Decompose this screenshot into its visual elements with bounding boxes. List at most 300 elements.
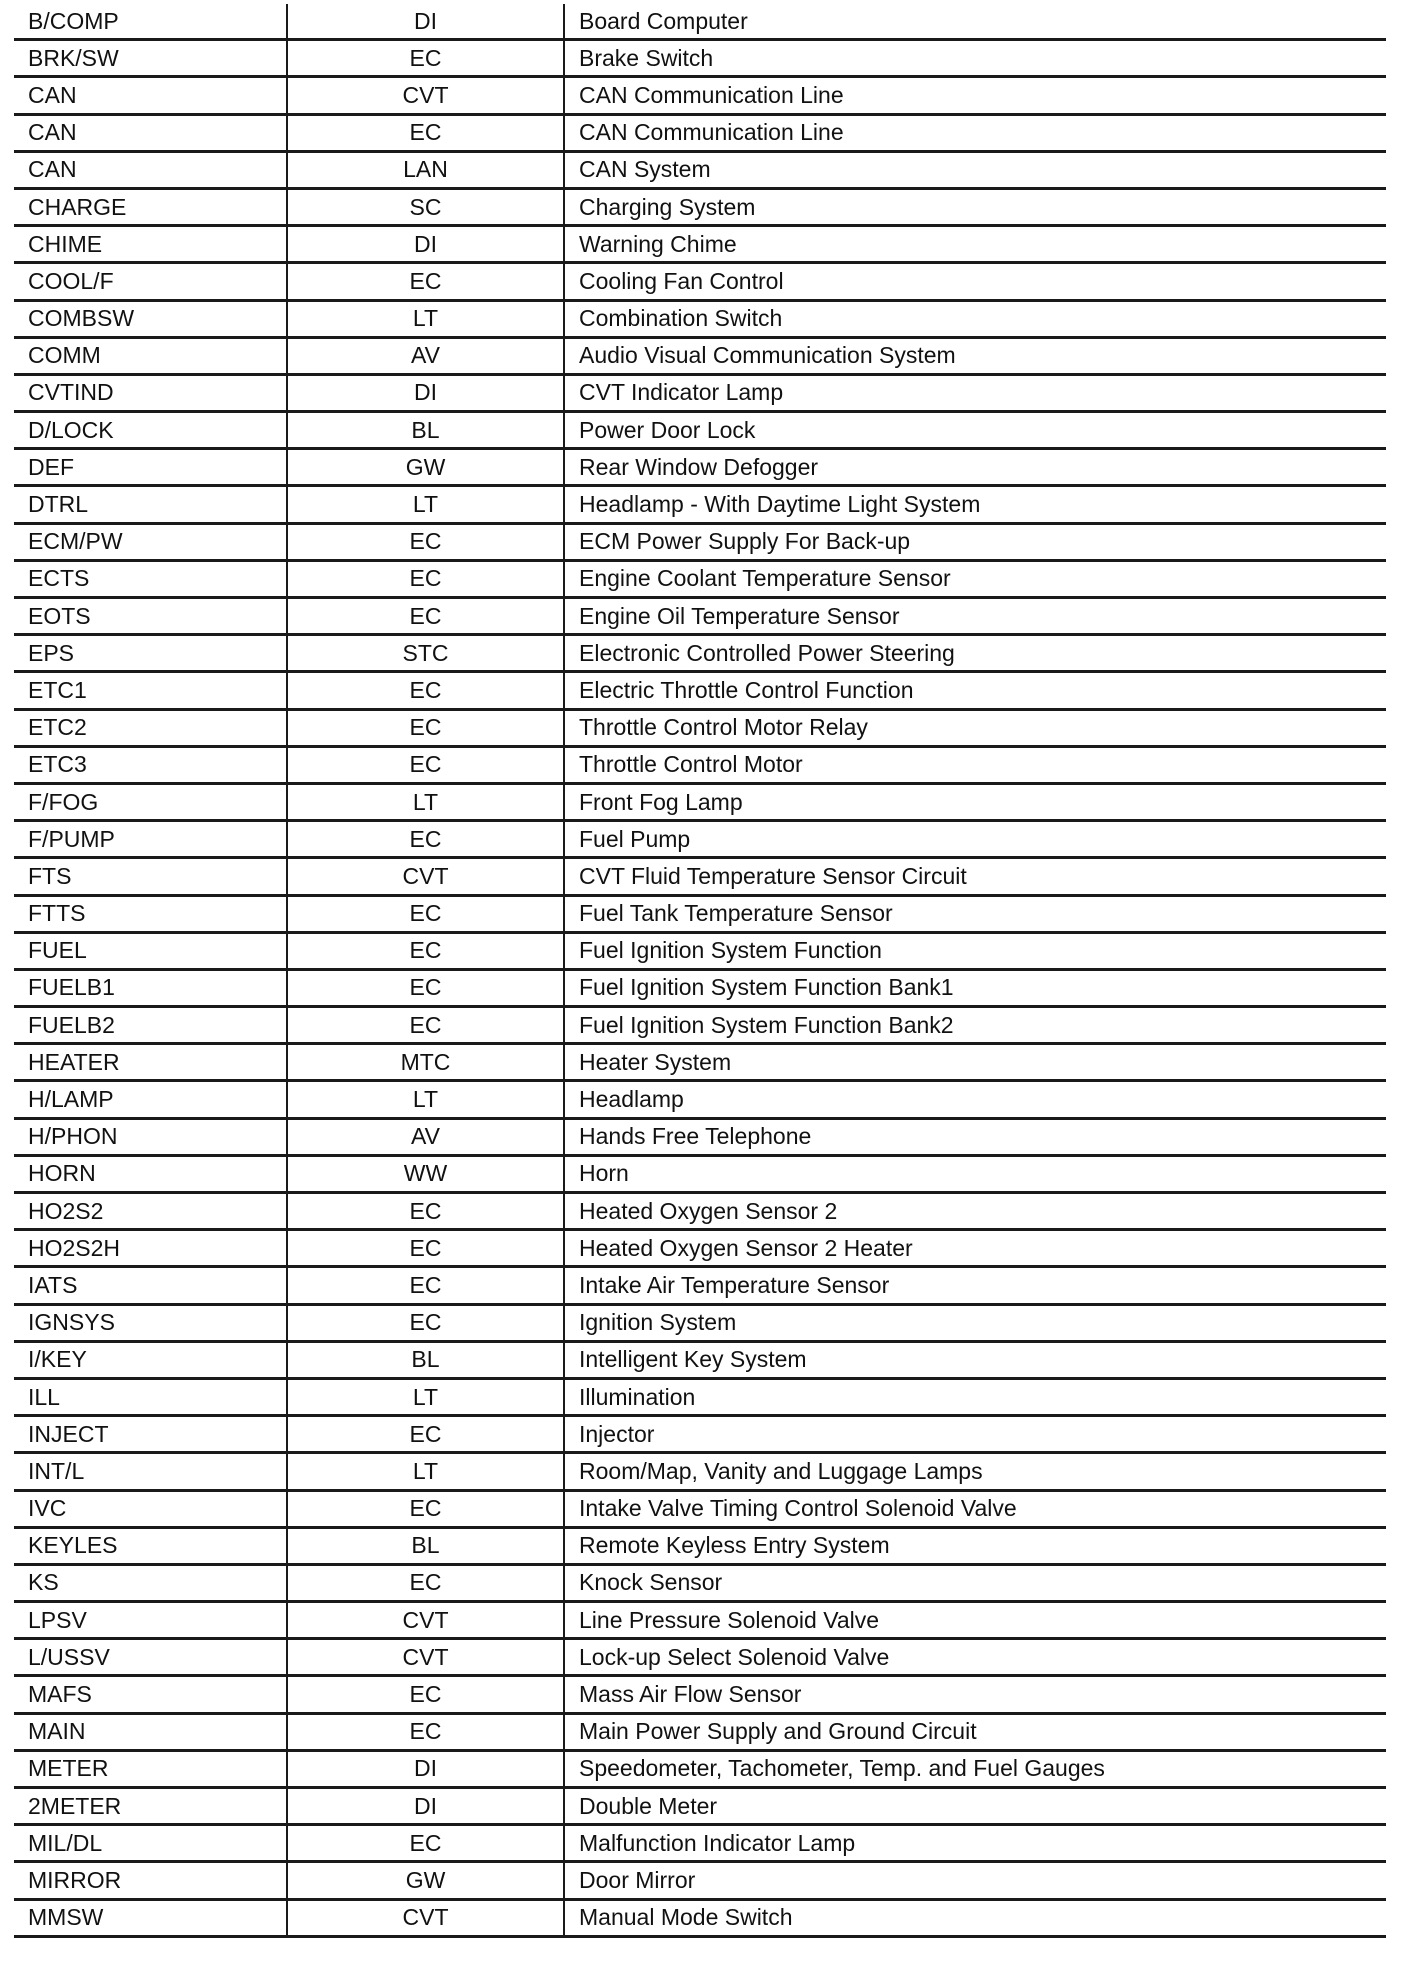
section-cell-text: LT xyxy=(412,491,439,518)
section-cell-text: EC xyxy=(409,1569,442,1596)
description-cell-text: Remote Keyless Entry System xyxy=(579,1532,890,1559)
description-cell-text: Illumination xyxy=(579,1383,696,1410)
description-cell-text: Rear Window Defogger xyxy=(579,453,819,480)
code-cell xyxy=(14,1343,288,1377)
code-cell xyxy=(14,748,288,782)
description-cell-text: Power Door Lock xyxy=(579,416,756,443)
description-cell-text: Knock Sensor xyxy=(579,1569,723,1596)
description-cell-text: Electronic Controlled Power Steering xyxy=(579,639,955,666)
description-cell xyxy=(565,339,1386,373)
description-cell xyxy=(565,525,1386,559)
code-cell-text: L/USSV xyxy=(28,1643,110,1670)
code-cell-text: INT/L xyxy=(28,1457,85,1484)
code-cell xyxy=(14,1045,288,1079)
section-cell xyxy=(288,711,565,745)
table-row xyxy=(14,1268,1386,1305)
code-cell xyxy=(14,636,288,670)
section-cell xyxy=(288,636,565,670)
description-cell xyxy=(565,1789,1386,1823)
section-cell xyxy=(288,1715,565,1749)
section-cell-text: LT xyxy=(412,1457,439,1484)
table-row xyxy=(14,1789,1386,1826)
code-cell-text: F/PUMP xyxy=(28,825,115,852)
section-cell-text: EC xyxy=(409,1234,442,1261)
code-cell xyxy=(14,673,288,707)
code-cell xyxy=(14,227,288,261)
description-cell-text: CVT Fluid Temperature Sensor Circuit xyxy=(579,862,967,889)
description-cell xyxy=(565,1454,1386,1488)
code-cell xyxy=(14,562,288,596)
code-cell xyxy=(14,599,288,633)
table-row xyxy=(14,1566,1386,1603)
table-row xyxy=(14,1640,1386,1677)
description-cell-text: Headlamp - With Daytime Light System xyxy=(579,491,981,518)
code-cell-text: FTTS xyxy=(28,900,86,927)
section-cell xyxy=(288,1454,565,1488)
section-cell-text: EC xyxy=(409,1420,442,1447)
code-cell-text: METER xyxy=(28,1755,109,1782)
section-cell-text: GW xyxy=(405,453,446,480)
code-cell xyxy=(14,525,288,559)
code-cell xyxy=(14,1789,288,1823)
section-cell xyxy=(288,859,565,893)
code-cell-text: CAN xyxy=(28,119,77,146)
table-row xyxy=(14,562,1386,599)
code-cell xyxy=(14,1268,288,1302)
table-row xyxy=(14,487,1386,524)
description-cell xyxy=(565,822,1386,856)
description-cell-text: Audio Visual Communication System xyxy=(579,342,956,369)
description-cell-text: Front Fog Lamp xyxy=(579,788,743,815)
description-cell-text: Warning Chime xyxy=(579,230,737,257)
description-cell-text: Engine Oil Temperature Sensor xyxy=(579,602,900,629)
code-cell xyxy=(14,1008,288,1042)
section-cell xyxy=(288,116,565,150)
code-cell xyxy=(14,302,288,336)
description-cell-text: Fuel Ignition System Function xyxy=(579,937,882,964)
code-cell-text: BRK/SW xyxy=(28,44,119,71)
table-row xyxy=(14,1380,1386,1417)
section-cell-text: LAN xyxy=(403,156,448,183)
description-cell-text: Mass Air Flow Sensor xyxy=(579,1681,802,1708)
description-cell-text: Malfunction Indicator Lamp xyxy=(579,1829,856,1856)
section-cell-text: BL xyxy=(411,1532,440,1559)
code-cell xyxy=(14,116,288,150)
table-row xyxy=(14,190,1386,227)
code-cell-text: MAIN xyxy=(28,1718,86,1745)
code-cell xyxy=(14,1454,288,1488)
table-row xyxy=(14,1120,1386,1157)
section-cell-text: EC xyxy=(409,900,442,927)
code-cell-text: HO2S2H xyxy=(28,1234,121,1261)
code-cell xyxy=(14,1715,288,1749)
code-cell-text: HEATER xyxy=(28,1048,120,1075)
table-row xyxy=(14,41,1386,78)
section-cell xyxy=(288,190,565,224)
section-cell-text: DI xyxy=(414,379,437,406)
code-cell-text: CVTIND xyxy=(28,379,114,406)
section-cell xyxy=(288,1677,565,1711)
section-cell xyxy=(288,673,565,707)
code-cell-text: HO2S2 xyxy=(28,1197,104,1224)
code-cell-text: 2METER xyxy=(28,1792,122,1819)
description-cell-text: Fuel Ignition System Function Bank1 xyxy=(579,974,954,1001)
code-cell-text: IGNSYS xyxy=(28,1309,115,1336)
table-row xyxy=(14,339,1386,376)
section-cell xyxy=(288,1640,565,1674)
section-cell xyxy=(288,339,565,373)
table-row xyxy=(14,1603,1386,1640)
section-cell-text: DI xyxy=(414,230,437,257)
table-row xyxy=(14,264,1386,301)
code-cell-text: H/LAMP xyxy=(28,1086,114,1113)
code-cell-text: FTS xyxy=(28,862,72,889)
description-cell xyxy=(565,897,1386,931)
code-cell-text: INJECT xyxy=(28,1420,109,1447)
section-cell-text: WW xyxy=(403,1160,448,1187)
code-cell xyxy=(14,971,288,1005)
code-cell xyxy=(14,78,288,112)
code-cell xyxy=(14,1529,288,1563)
code-cell xyxy=(14,1157,288,1191)
section-cell-text: GW xyxy=(405,1866,446,1893)
section-cell-text: CVT xyxy=(402,1904,449,1931)
section-cell xyxy=(288,1566,565,1600)
section-cell-text: EC xyxy=(409,1681,442,1708)
section-cell xyxy=(288,413,565,447)
section-cell xyxy=(288,1343,565,1377)
description-cell xyxy=(565,376,1386,410)
table-row xyxy=(14,1194,1386,1231)
section-cell-text: EC xyxy=(409,1309,442,1336)
code-cell-text: D/LOCK xyxy=(28,416,114,443)
description-cell-text: Heater System xyxy=(579,1048,732,1075)
code-cell xyxy=(14,41,288,75)
section-cell xyxy=(288,1045,565,1079)
description-cell-text: Fuel Pump xyxy=(579,825,691,852)
code-cell xyxy=(14,934,288,968)
code-cell xyxy=(14,1492,288,1526)
section-cell xyxy=(288,227,565,261)
section-cell-text: BL xyxy=(411,1346,440,1373)
section-cell xyxy=(288,1082,565,1116)
section-cell xyxy=(288,41,565,75)
table-row xyxy=(14,1417,1386,1454)
code-cell xyxy=(14,376,288,410)
description-cell-text: Intake Valve Timing Control Solenoid Valve xyxy=(579,1495,1017,1522)
code-cell xyxy=(14,1863,288,1897)
description-cell xyxy=(565,1008,1386,1042)
section-cell-text: EC xyxy=(409,1197,442,1224)
description-cell xyxy=(565,1529,1386,1563)
section-cell-text: AV xyxy=(411,342,440,369)
code-cell xyxy=(14,487,288,521)
code-cell xyxy=(14,190,288,224)
section-cell-text: CVT xyxy=(402,862,449,889)
section-cell-text: EC xyxy=(409,714,442,741)
section-cell xyxy=(288,487,565,521)
description-cell xyxy=(565,78,1386,112)
section-cell xyxy=(288,302,565,336)
table-row xyxy=(14,971,1386,1008)
code-cell-text: IVC xyxy=(28,1495,67,1522)
code-cell-text: COMBSW xyxy=(28,305,135,332)
section-cell xyxy=(288,78,565,112)
description-cell-text: Line Pressure Solenoid Valve xyxy=(579,1606,880,1633)
code-cell xyxy=(14,1901,288,1935)
description-cell xyxy=(565,487,1386,521)
description-cell-text: Lock-up Select Solenoid Valve xyxy=(579,1643,890,1670)
code-cell xyxy=(14,1826,288,1860)
section-cell xyxy=(288,1120,565,1154)
table-row xyxy=(14,599,1386,636)
description-cell xyxy=(565,1603,1386,1637)
description-cell xyxy=(565,227,1386,261)
description-cell xyxy=(565,190,1386,224)
code-cell-text: ETC2 xyxy=(28,714,87,741)
section-cell xyxy=(288,1901,565,1935)
description-cell-text: Heated Oxygen Sensor 2 xyxy=(579,1197,838,1224)
description-cell-text: CVT Indicator Lamp xyxy=(579,379,784,406)
section-cell-text: DI xyxy=(414,1792,437,1819)
code-cell xyxy=(14,711,288,745)
table-row xyxy=(14,673,1386,710)
description-cell xyxy=(565,859,1386,893)
description-cell-text: Throttle Control Motor Relay xyxy=(579,714,868,741)
section-cell-text: EC xyxy=(409,937,442,964)
description-cell-text: Heated Oxygen Sensor 2 Heater xyxy=(579,1234,913,1261)
code-cell xyxy=(14,1677,288,1711)
section-cell-text: CVT xyxy=(402,1606,449,1633)
section-cell xyxy=(288,1157,565,1191)
table-row xyxy=(14,1492,1386,1529)
section-cell-text: CVT xyxy=(402,1643,449,1670)
code-cell-text: I/KEY xyxy=(28,1346,87,1373)
code-cell xyxy=(14,264,288,298)
code-cell-text: LPSV xyxy=(28,1606,87,1633)
section-cell-text: EC xyxy=(409,565,442,592)
description-cell xyxy=(565,1045,1386,1079)
section-cell-text: EC xyxy=(409,1829,442,1856)
description-cell xyxy=(565,562,1386,596)
description-cell xyxy=(565,1752,1386,1786)
section-cell xyxy=(288,897,565,931)
description-cell xyxy=(565,413,1386,447)
code-cell xyxy=(14,339,288,373)
code-cell-text: COMM xyxy=(28,342,101,369)
description-cell-text: Double Meter xyxy=(579,1792,718,1819)
description-cell xyxy=(565,1677,1386,1711)
section-cell xyxy=(288,450,565,484)
code-cell-text: KEYLES xyxy=(28,1532,118,1559)
description-cell xyxy=(565,1231,1386,1265)
description-cell-text: CAN Communication Line xyxy=(579,81,844,108)
table-row xyxy=(14,116,1386,153)
code-cell xyxy=(14,1417,288,1451)
description-cell-text: CAN Communication Line xyxy=(579,119,844,146)
description-cell-text: Intelligent Key System xyxy=(579,1346,807,1373)
description-cell xyxy=(565,1863,1386,1897)
code-cell xyxy=(14,785,288,819)
table-row xyxy=(14,413,1386,450)
code-cell xyxy=(14,1120,288,1154)
section-cell xyxy=(288,1417,565,1451)
code-cell-text: COOL/F xyxy=(28,267,114,294)
code-cell xyxy=(14,859,288,893)
description-cell xyxy=(565,1417,1386,1451)
description-cell-text: Ignition System xyxy=(579,1309,737,1336)
section-cell xyxy=(288,1603,565,1637)
table-row xyxy=(14,1863,1386,1900)
description-cell-text: Charging System xyxy=(579,193,756,220)
description-cell xyxy=(565,41,1386,75)
description-cell-text: Cooling Fan Control xyxy=(579,267,784,294)
description-cell-text: Intake Air Temperature Sensor xyxy=(579,1271,890,1298)
description-cell xyxy=(565,1194,1386,1228)
section-cell xyxy=(288,1789,565,1823)
description-cell-text: Hands Free Telephone xyxy=(579,1123,812,1150)
section-cell xyxy=(288,4,565,38)
code-cell-text: EOTS xyxy=(28,602,91,629)
code-cell-text: CHARGE xyxy=(28,193,127,220)
section-cell xyxy=(288,599,565,633)
code-cell xyxy=(14,1082,288,1116)
description-cell xyxy=(565,302,1386,336)
description-cell-text: Injector xyxy=(579,1420,655,1447)
description-cell-text: Headlamp xyxy=(579,1086,684,1113)
section-cell xyxy=(288,1380,565,1414)
description-cell-text: Main Power Supply and Ground Circuit xyxy=(579,1718,977,1745)
code-cell xyxy=(14,822,288,856)
code-cell xyxy=(14,1306,288,1340)
section-cell xyxy=(288,376,565,410)
section-cell xyxy=(288,785,565,819)
code-cell-text: ILL xyxy=(28,1383,60,1410)
table-row xyxy=(14,785,1386,822)
section-cell-text: EC xyxy=(409,1718,442,1745)
section-cell-text: EC xyxy=(409,676,442,703)
code-cell-text: H/PHON xyxy=(28,1123,118,1150)
code-cell xyxy=(14,1640,288,1674)
table-row xyxy=(14,525,1386,562)
section-cell-text: EC xyxy=(409,602,442,629)
code-cell-text: EPS xyxy=(28,639,75,666)
table-row xyxy=(14,1529,1386,1566)
section-cell-text: LT xyxy=(412,1383,439,1410)
table-row xyxy=(14,1715,1386,1752)
section-cell-text: LT xyxy=(412,788,439,815)
section-cell xyxy=(288,1863,565,1897)
table-row xyxy=(14,302,1386,339)
section-cell-text: EC xyxy=(409,267,442,294)
section-cell-text: EC xyxy=(409,825,442,852)
section-cell xyxy=(288,1492,565,1526)
code-cell-text: MIRROR xyxy=(28,1866,122,1893)
section-cell xyxy=(288,1008,565,1042)
section-cell-text: STC xyxy=(402,639,449,666)
section-cell xyxy=(288,1826,565,1860)
section-cell-text: EC xyxy=(409,751,442,778)
section-cell-text: EC xyxy=(409,44,442,71)
code-cell-text: FUELB2 xyxy=(28,1011,115,1038)
description-cell-text: Electric Throttle Control Function xyxy=(579,676,914,703)
code-cell xyxy=(14,413,288,447)
table-row xyxy=(14,1157,1386,1194)
table-row xyxy=(14,1752,1386,1789)
section-cell-text: CVT xyxy=(402,81,449,108)
code-cell xyxy=(14,4,288,38)
table-row xyxy=(14,636,1386,673)
section-cell xyxy=(288,153,565,187)
section-cell-text: BL xyxy=(411,416,440,443)
description-cell xyxy=(565,711,1386,745)
description-cell-text: ECM Power Supply For Back-up xyxy=(579,528,911,555)
section-cell xyxy=(288,934,565,968)
abbreviation-table xyxy=(14,4,1386,1938)
section-cell xyxy=(288,1306,565,1340)
code-cell-text: ECTS xyxy=(28,565,90,592)
description-cell-text: Board Computer xyxy=(579,7,748,34)
description-cell xyxy=(565,1268,1386,1302)
code-cell-text: CHIME xyxy=(28,230,103,257)
description-cell xyxy=(565,1492,1386,1526)
section-cell xyxy=(288,1529,565,1563)
section-cell xyxy=(288,748,565,782)
table-row xyxy=(14,1008,1386,1045)
code-cell-text: HORN xyxy=(28,1160,96,1187)
section-cell xyxy=(288,1752,565,1786)
table-row xyxy=(14,1677,1386,1714)
section-cell-text: AV xyxy=(411,1123,440,1150)
section-cell xyxy=(288,264,565,298)
table-row xyxy=(14,1901,1386,1938)
table-row xyxy=(14,450,1386,487)
code-cell-text: ETC3 xyxy=(28,751,87,778)
description-cell xyxy=(565,1343,1386,1377)
section-cell-text: MTC xyxy=(400,1048,451,1075)
table-row xyxy=(14,227,1386,264)
description-cell-text: Fuel Tank Temperature Sensor xyxy=(579,900,893,927)
code-cell-text: CAN xyxy=(28,156,77,183)
code-cell xyxy=(14,897,288,931)
code-cell xyxy=(14,450,288,484)
description-cell-text: Door Mirror xyxy=(579,1866,696,1893)
description-cell xyxy=(565,153,1386,187)
description-cell-text: Room/Map, Vanity and Luggage Lamps xyxy=(579,1457,983,1484)
table-row xyxy=(14,376,1386,413)
table-row xyxy=(14,1306,1386,1343)
section-cell-text: LT xyxy=(412,305,439,332)
description-cell xyxy=(565,636,1386,670)
table-row xyxy=(14,1231,1386,1268)
table-row xyxy=(14,1045,1386,1082)
section-cell xyxy=(288,971,565,1005)
code-cell-text: KS xyxy=(28,1569,59,1596)
description-cell xyxy=(565,748,1386,782)
section-cell xyxy=(288,822,565,856)
code-cell-text: DTRL xyxy=(28,491,89,518)
description-cell xyxy=(565,785,1386,819)
table-row xyxy=(14,748,1386,785)
description-cell xyxy=(565,1082,1386,1116)
code-cell-text: B/COMP xyxy=(28,7,119,34)
code-cell xyxy=(14,1380,288,1414)
code-cell xyxy=(14,153,288,187)
code-cell-text: ECM/PW xyxy=(28,528,123,555)
description-cell xyxy=(565,450,1386,484)
code-cell xyxy=(14,1603,288,1637)
table-row xyxy=(14,153,1386,190)
